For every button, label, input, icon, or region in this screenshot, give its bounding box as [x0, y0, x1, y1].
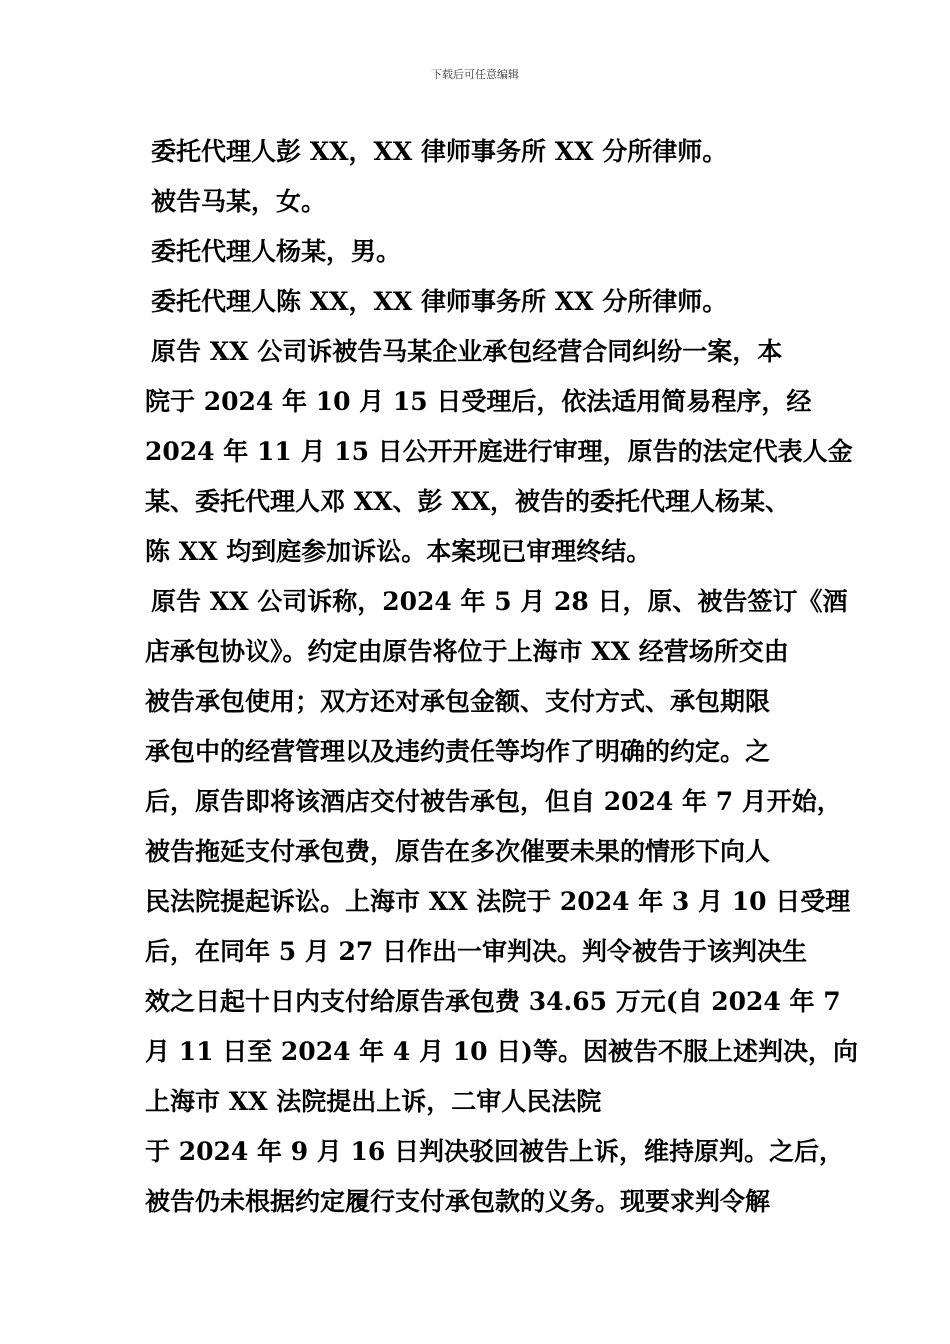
text-line: 后，原告即将该酒店交付被告承包，但自 2024 年 7 月开始， [145, 787, 842, 816]
paragraph-start-line: 原告 XX 公司诉称，2024 年 5 月 28 日，原、被告签订《酒 [151, 587, 848, 616]
text-line: 委托代理人陈 XX，XX 律师事务所 XX 分所律师。 [151, 287, 728, 316]
text-line: 某、委托代理人邓 XX、彭 XX，被告的委托代理人杨某、 [145, 487, 790, 516]
text-line: 2024 年 11 月 15 日公开开庭进行审理，原告的法定代表人金 [145, 437, 853, 466]
text-line: 被告拖延支付承包费，原告在多次催要未果的情形下向人 [145, 837, 771, 866]
text-line: 院于 2024 年 10 月 15 日受理后，依法适用简易程序，经 [145, 387, 812, 416]
text-line: 被告仍未根据约定履行支付承包款的义务。现要求判令解 [145, 1187, 771, 1216]
text-line: 委托代理人彭 XX，XX 律师事务所 XX 分所律师。 [151, 137, 728, 166]
text-line: 被告承包使用；双方还对承包金额、支付方式、承包期限 [145, 687, 771, 716]
page-header-note: 下载后可任意编辑 [431, 68, 519, 81]
text-line: 效之日起十日内支付给原告承包费 34.65 万元(自 2024 年 7 [145, 987, 841, 1016]
text-line: 陈 XX 均到庭参加诉讼。本案现已审理终结。 [145, 537, 652, 566]
text-line: 于 2024 年 9 月 16 日判决驳回被告上诉，维持原判。之后， [145, 1137, 844, 1166]
text-line: 店承包协议》。约定由原告将位于上海市 XX 经营场所交由 [145, 637, 789, 666]
paragraph-start-line: 原告 XX 公司诉被告马某企业承包经营合同纠纷一案，本 [151, 337, 783, 366]
text-line: 被告马某，女。 [151, 187, 327, 216]
text-line: 上海市 XX 法院提出上诉，二审人民法院 [145, 1087, 602, 1116]
text-line: 民法院提起诉讼。上海市 XX 法院于 2024 年 3 月 10 日受理 [145, 887, 851, 916]
document-body [145, 127, 859, 1227]
text-line: 承包中的经营管理以及违约责任等均作了明确的约定。之 [145, 737, 771, 766]
text-line: 后，在同年 5 月 27 日作出一审判决。判令被告于该判决生 [145, 937, 808, 966]
text-line: 月 11 日至 2024 年 4 月 10 日)等。因被告不服上述判决，向 [145, 1037, 859, 1066]
text-line: 委托代理人杨某，男。 [151, 237, 402, 266]
